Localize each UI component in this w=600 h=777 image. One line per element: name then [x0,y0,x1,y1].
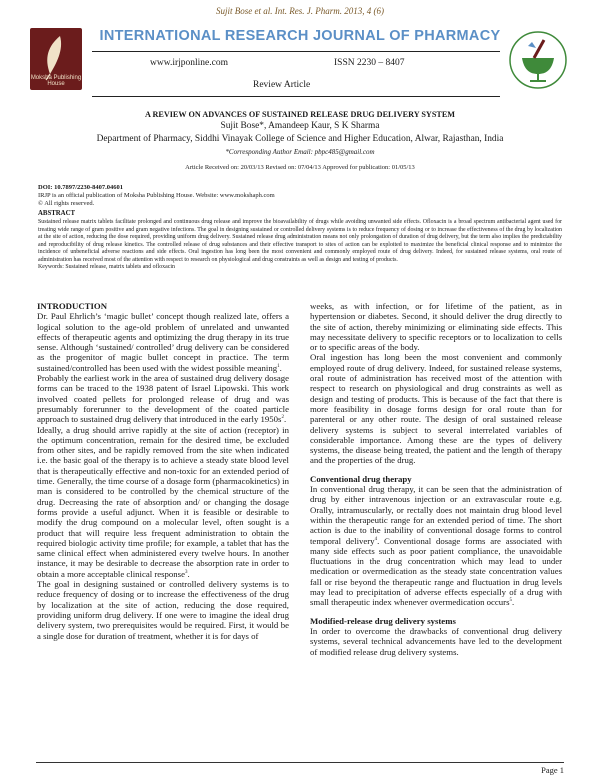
ref-4: 4 [374,536,378,542]
article-title: A REVIEW ON ADVANCES OF SUSTAINED RELEASE DRUG DELIVERY SYSTEM [144,110,456,119]
journal-issn: ISSN 2230 – 8407 [334,58,405,68]
article-doi-block [38,184,275,207]
modified-release-heading: Modified-release drug delivery systems [310,615,456,626]
ref-1: 1 [277,363,280,369]
conventional-therapy-paragraph: In conventional drug therapy, it can be seen that the administration of drug by either intravenous injection or an extravascular route e.g. Orally, intramuscularly, or rectally does not maintain drug blood level within the therapeutic range for an extended period of time. The short action is due to the inability of conventional dosage forms to control temporal delivery$^4$. Conventional dosage forms are associated with many side effects such as poor patient compliance, the unavoidable fluctuations in the drug concentration which may lead to under medication or overmedication as the steady state concentration values fall or rise beyond the therapeutic range and fluctuation in drug levels may lead to precipitation of adverse effects especially of a drug with small therapeutic index whenever overmedication occurs$^5$. [310,484,562,608]
conventional-therapy-heading: Conventional drug therapy [310,473,412,484]
right-paragraph-2: Oral ingestion has long been the most convenient and commonly employed route of drug delivery. Indeed, for sustained release systems, oral route of administration has received most of the attention with respect to research on physiological and drug constraints as well as design and testing of products. This is because of the fact that there is more feasibility in dosage forms design for oral route than for parenteral or any other route. The design of oral sustained release delivery systems is subject to several interrelated variables of considerable importance. Among these are the types of delivery systems, the disease being treated, the patient and the length of therapy and the properties of the drug. [310,352,562,466]
right-column [310,301,562,657]
article-dates: Article Received on: 20/03/13 Revised on: 07/04/13 Approved for publication: 01/05/13 [185,164,415,171]
article-type: Review Article [253,80,311,90]
ref-3: 3 [184,569,188,575]
corresponding-author: *Corresponding Author Email: pbpc485@gmail.com [225,148,375,156]
intro-paragraph-2: Probably the earliest work in the area of sustained drug delivery dosage forms can be traced to the 1938 patent of Israel Lipowski. This work involved coated pellets for prolonged release of drug and was presumably forerunner to the development of the coated particle approach to sustained drug delivery that introduced in the early $1950s^2$. [37,373,289,425]
footer-rule [36,762,564,763]
abstract-keywords: Keywords: Sustained release, matrix tablets and ofloxacin [38,264,175,270]
abstract-body [38,219,562,272]
journal-name: INTERNATIONAL RESEARCH JOURNAL OF PHARMACY [99,28,501,44]
journal-website[interactable]: www.irjponline.com [150,58,229,68]
publisher-logo-text: Moksha Publishing House [30,75,82,87]
doi[interactable]: DOI: 10.7897/2230-8407.04601 [38,184,124,191]
introduction-heading: INTRODUCTION [37,301,108,311]
publisher-note: IRJP is an official publication of Moksha Publishing House. Website: www.mokshaph.com [38,191,275,199]
ref-2: 2 [281,415,284,421]
abstract-heading: ABSTRACT [38,210,76,217]
header-rule-top [92,51,500,52]
header-rule-bottom [92,96,500,97]
article-authors: Sujit Bose*, Amandeep Kaur, S K Sharma [220,121,380,131]
left-column [37,301,289,641]
right-paragraph-1: weeks, as with infection, or for lifetime of the patient, as in hypertension or diabetes. Second, it should deliver the drug directly to the site of action, thereby minimizing or eliminating side effects. This may necessitate delivery to specific receptors or to localization to cells or to specific areas of the body. [310,301,562,353]
ref-5: 5 [509,598,512,604]
abstract-text: Sustained release matrix tablets facilitate prolonged and continuous drug release and improve the bioavailability of drugs while avoiding unwanted side effects. Ofloxacin is a broad spectrum antibacterial agent used for treating wide range of gram positive and gram negative infections. The goal in designing sustained or controlled delivery systems is to reduce frequency of dosing or to increase the effectiveness of the drug by localization at the site of action, reducing the dose required, providing uniform drug delivery. Sustained release drug administration means not only prolongation of duration of drug delivery, but the term also implies the predictability and reproducibility of drug release kinetics. The controlled release of drug substances and their effective transport to sites of action can be exploited to maximize the beneficial clinical response and to minimize the incidence of unbeneficial adverse reactions and side effects. Oral ingestion has long been the most convenient and commonly employed route of drug delivery. Indeed, for sustained release systems, oral route of administration has received most of the attention with respect to research on physiological and drug constraints as well as design and testing of products. [38,219,562,263]
intro-paragraph-4: The goal in designing sustained or controlled delivery systems is to reduce frequency of dosing or to increase the effectiveness of the drug by localization at the site of action, reducing the dose required, providing uniform drug delivery. If one were to imagine the ideal drug delivery system, two prerequisites would be required. First, it would be a single dose for duration of treatment, whether it is for days of [37,579,289,641]
running-head: Sujit Bose et al. Int. Res. J. Pharm. 2013, 4 (6) [216,6,384,16]
modified-release-paragraph: In order to overcome the drawbacks of conventional drug delivery systems, several technical advancements have led to the development of modified release drug delivery systems. [310,625,562,657]
author-affiliation: Department of Pharmacy, Siddhi Vinayak College of Science and Higher Education, Alwar, Rajasthan, India [96,134,504,144]
page-number: Page 1 [541,765,564,775]
intro-paragraph-1: Dr. Paul Ehrlich’s ‘magic bullet’ concept though realized late, offers a logical solution to the age-old problem of unrelated and unwanted effects of therapeutic agents and optimizing the drug therapy in its true sense. Although ‘sustained/ controlled’ drug delivery can be considered as the progenitor of magic bullet concept in practice. The term sustained/controlled has been used with the widest possible meaning$^1$. [37,311,289,373]
copyright: © All rights reserved. [38,199,95,207]
intro-paragraph-3: Ideally, a drug should arrive rapidly at the site of action (receptor) in the optimum concentration, remain for the desired time, be excluded from other sites, and be rapidly removed from the site when indicated i.e. the basic goal of the therapy is to achieve a steady state blood level that is therapeutically effective and non-toxic for an extended period of time. Generally, the time course of a dosage form (pharmacokinetics) in man is considered to be controlled by the chemical structure of the drug. Decreasing the rate of absorption and/ or changing the dosage forms provide a useful adjunct. When it is feasible or desirable to modify the drug compound on a molecular level, often sought is a product that will require less frequent administration to obtain the required biologic activity time profile; for example, a tablet that has the same clinical effect when administered every twelve hours. In another instance, it may be desirable to decrease the absorption rate in order to obtain a more acceptable clinical response$^3$. [37,424,289,579]
